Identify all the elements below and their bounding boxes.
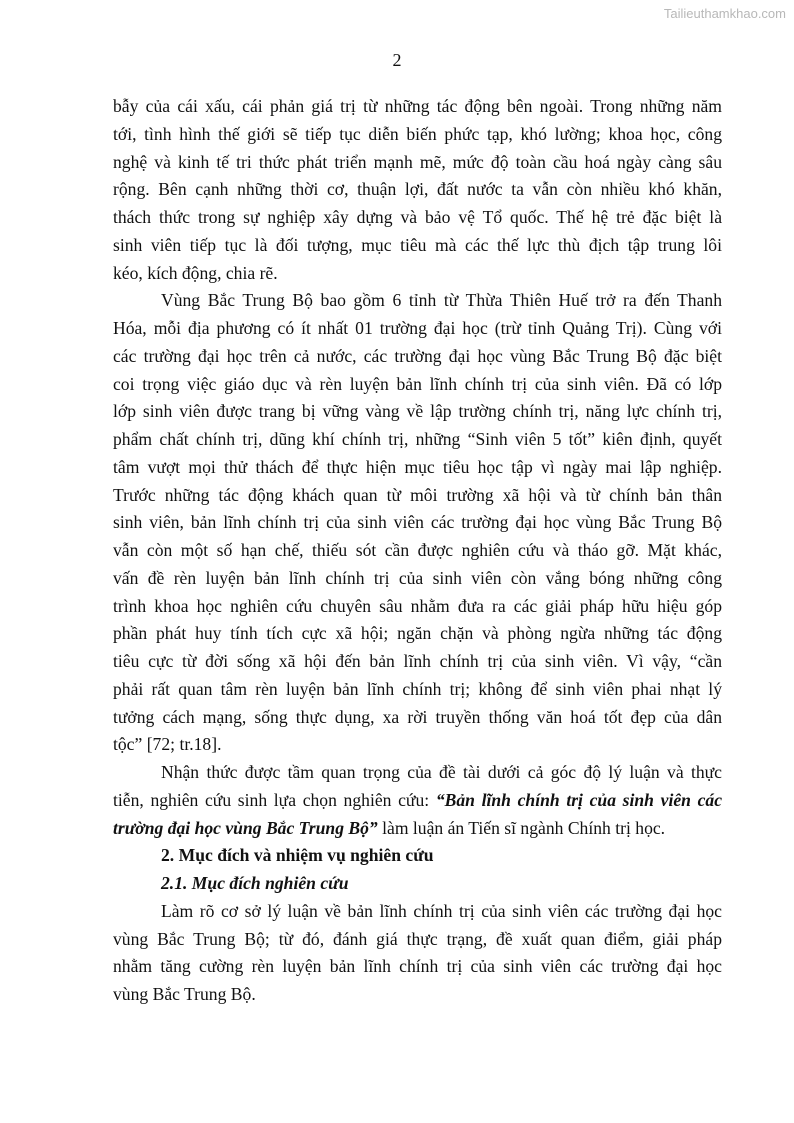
text-run: làm luận án Tiến sĩ ngành Chính trị học. [377, 817, 666, 838]
text-line: coi trọng việc giáo dục và rèn luyện bản lĩnh chính trị của sinh viên. Đã có lớp [113, 373, 722, 394]
thesis-title: “Bản lĩnh chính trị của sinh viên các [435, 789, 723, 810]
text-line: Trước những tác động khách quan từ môi trường xã hội và từ chính bản thân [113, 484, 722, 505]
text-line: trình khoa học nghiên cứu chuyên sâu nhằm đưa ra các giải pháp hữu hiệu góp [113, 595, 722, 616]
text-line: nhằm tăng cường rèn luyện bản lĩnh chính trị của sinh viên các trường đại học [113, 956, 722, 977]
text-line: tới, tình hình thế giới sẽ tiếp tục diễn biến phức tạp, khó lường; khoa học, công [113, 123, 722, 144]
text-line: vấn đề rèn luyện bản lĩnh chính trị của sinh viên còn vắng bóng những công [113, 567, 722, 588]
page-number: 2 [392, 50, 402, 70]
text-line: các trường đại học trên cả nước, các trường đại học vùng Bắc Trung Bộ đặc biệt [113, 345, 722, 366]
text-line: bẫy của cái xấu, cái phản giá trị từ những tác động bên ngoài. Trong những năm [113, 96, 722, 116]
text-line: rộng. Bên cạnh những thời cơ, thuận lợi, đất nước ta vẫn còn nhiều khó khăn, [113, 179, 722, 200]
text-line: Vùng Bắc Trung Bộ bao gồm 6 tỉnh từ Thừa Thiên Huế trở ra đến Thanh [161, 290, 722, 311]
text-line: Nhận thức được tầm quan trọng của đề tài dưới cả góc độ lý luận và thực [161, 762, 722, 782]
document-body [113, 93, 722, 1009]
text-line: phải rất quan tâm rèn luyện bản lĩnh chính trị; không để sinh viên phai nhạt lý [113, 678, 722, 699]
text-line: tộc” [72; tr.18]. [113, 734, 222, 755]
text-line: sinh viên, bản lĩnh chính trị của sinh viên các trường đại học vùng Bắc Trung Bộ [113, 512, 722, 533]
text-line: sinh viên tiếp tục là đối tượng, mục tiêu mà các thế lực thù địch tập trung lôi [113, 234, 722, 255]
text-line: thách thức trong sự nghiệp xây dựng và bảo vệ Tổ quốc. Thế hệ trẻ đặc biệt là [113, 207, 722, 227]
text-line [113, 787, 722, 815]
thesis-title: trường đại học vùng Bắc Trung Bộ” [113, 817, 378, 838]
text-line: vùng Bắc Trung Bộ. [113, 984, 256, 1004]
paragraph-3 [113, 759, 722, 842]
text-line: kéo, kích động, chia rẽ. [113, 262, 278, 283]
paragraph-2 [113, 287, 722, 759]
subsection-heading: 2.1. Mục đích nghiên cứu [161, 873, 349, 893]
text-line: Hóa, mỗi địa phương có ít nhất 01 trường đại học (trừ tỉnh Quảng Trị). Cùng với [113, 318, 722, 338]
watermark: Tailieuthamkhao.com [663, 6, 786, 21]
section-heading: 2. Mục đích và nhiệm vụ nghiên cứu [161, 845, 434, 866]
text-line: tâm vượt mọi thử thách để thực hiện mục tiêu học tập vì ngày mai lập nghiệp. [113, 456, 722, 477]
text-line: phẩm chất chính trị, dũng khí chính trị, những “Sinh viên 5 tốt” kiên định, quyết [113, 429, 722, 449]
text-line: phần phát huy tính tích cực xã hội; ngăn chặn và phòng ngừa những tác động [113, 623, 722, 644]
paragraph-4 [113, 898, 722, 1009]
text-line: vùng Bắc Trung Bộ; từ đó, đánh giá thực trạng, đề xuất quan điểm, giải pháp [113, 928, 722, 949]
text-line: nghệ và kinh tế tri thức phát triển mạnh mẽ, mức độ toàn cầu hoá ngày càng sâu [113, 151, 722, 172]
text-line [113, 815, 722, 843]
text-line: tưởng cách mạng, sống thực dụng, xa rời truyền thống văn hoá tốt đẹp của dân [113, 706, 722, 727]
paragraph-1 [113, 93, 722, 287]
text-line: Làm rõ cơ sở lý luận về bản lĩnh chính trị của sinh viên các trường đại học [161, 900, 722, 921]
text-run: tiễn, nghiên cứu sinh lựa chọn nghiên cứu: [113, 789, 436, 810]
text-line: lớp sinh viên được trang bị vững vàng về lập trường chính trị, năng lực chính trị, [113, 401, 722, 422]
text-line: vẫn còn một số hạn chế, thiếu sót cần được nghiên cứu và tháo gỡ. Mặt khác, [113, 540, 722, 560]
text-line: tiêu cực từ đời sống xã hội đến bản lĩnh chính trị của sinh viên. Vì vậy, “cần [113, 651, 722, 671]
